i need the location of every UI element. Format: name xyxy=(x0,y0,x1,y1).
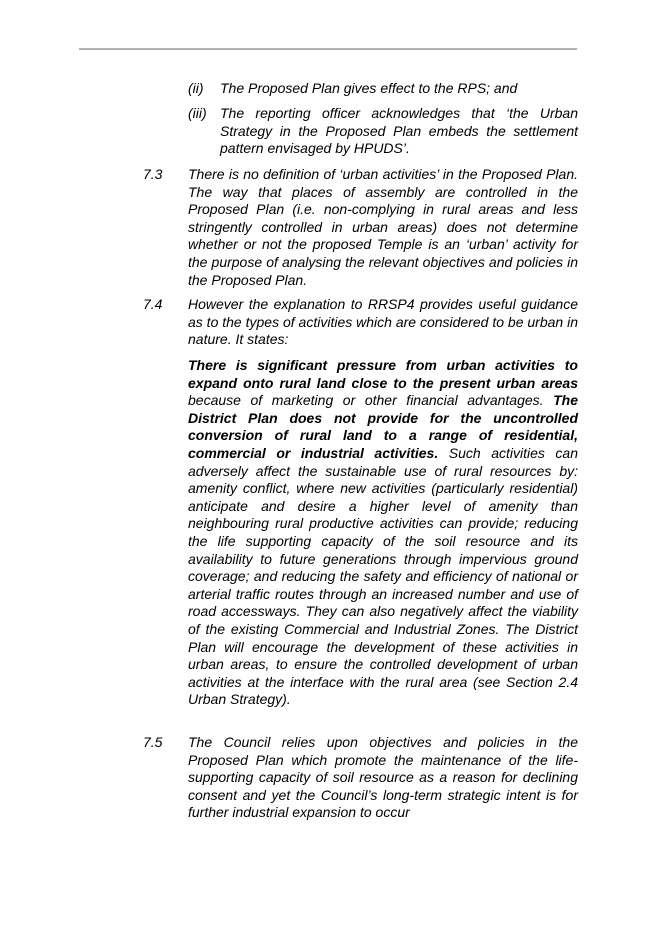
quote-text: because of marketing or other financial advantages. xyxy=(188,392,554,409)
paragraph-text: The Council relies upon objectives and policies in the Proposed Plan which promote the maintenance of the life-supporting capacity of soil resource as a reason for declining consent and yet the Council’s long-term strategic intent is for further industrial expansion to occur xyxy=(188,734,578,821)
sub-item-number: (ii) xyxy=(188,80,204,96)
paragraph-7-4 xyxy=(143,296,578,349)
sub-item-ii xyxy=(188,80,578,98)
sub-item-text: The Proposed Plan gives effect to the RPS; and xyxy=(220,80,518,96)
paragraph-number: 7.5 xyxy=(143,734,163,750)
quote-emphasis: The District Plan does not provide for the uncontrolled conversion of rural land to a range of residential, commercial or industrial activities. xyxy=(188,392,578,461)
header-rule xyxy=(79,48,577,50)
paragraph-text: There is no definition of ‘urban activities’ in the Proposed Plan. The way that places of assembly are controlled in the Proposed Plan (i.e. non-complying in rural areas and less stringently controlled in urban areas) does not determine whether or not the proposed Temple is an ‘urban’ activity for the purpose of analysing the relevant objectives and policies in the Proposed Plan. xyxy=(188,166,578,288)
sub-item-number: (iii) xyxy=(188,105,207,121)
sub-item-iii xyxy=(188,105,578,158)
sub-item-text: The reporting officer acknowledges that ‘the Urban Strategy in the Proposed Plan embeds the settlement pattern envisaged by HPUDS’. xyxy=(220,105,578,157)
paragraph-number: 7.4 xyxy=(143,296,163,312)
paragraph-7-5 xyxy=(143,734,578,822)
quoted-passage xyxy=(188,357,578,709)
quote-emphasis: There is significant pressure from urban activities to expand onto rural land close to the present urban areas xyxy=(188,357,578,391)
paragraph-text: However the explanation to RRSP4 provides useful guidance as to the types of activities which are considered to be urban in nature. It states: xyxy=(188,296,578,348)
paragraph-number: 7.3 xyxy=(143,166,163,182)
paragraph-7-3 xyxy=(143,166,578,289)
quote-text: Such activities can adversely affect the sustainable use of rural resources by: amenity conflict, where new activities (particularly residential) anticipate and desire a higher level of amenity than neighbouring rural productive activities can provide; reducing the life supporting capacity of the soil resource and its availability to future generations through impervious ground coverage; and reducing the safety and efficiency of national or arterial traffic routes through an increased number and use of road accessways. They can also negatively affect the viability of the existing Commercial and Industrial Zones. The District Plan will encourage the development of these activities in urban areas, to ensure the controlled development of urban activities at the interface with the rural area (see Section 2.4 Urban Strategy). xyxy=(188,444,578,708)
